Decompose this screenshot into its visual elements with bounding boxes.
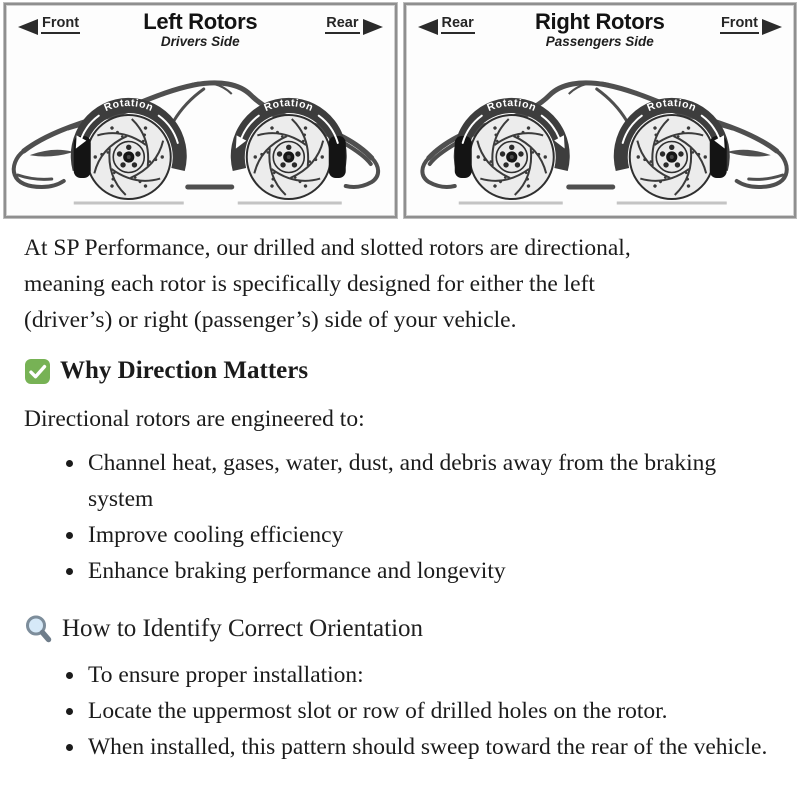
intro-line: (driver’s) or right (passenger’s) side of your vehicle. xyxy=(24,307,517,333)
rotor-direction-diagram xyxy=(0,0,800,218)
front-direction-indicator xyxy=(720,14,782,35)
rotation-label: Rotation xyxy=(484,96,538,115)
right-arrow-icon xyxy=(762,19,782,35)
right-car-illustration xyxy=(407,61,794,213)
rear-direction-indicator xyxy=(325,14,382,35)
direction-label: Rear xyxy=(325,15,359,34)
rear-direction-indicator xyxy=(418,14,475,35)
intro-line: meaning each rotor is specifically designed for either the left xyxy=(24,271,595,297)
right-arrow-icon xyxy=(363,19,383,35)
section-lead: Directional rotors are engineered to: xyxy=(24,406,365,432)
intro-paragraph xyxy=(24,230,784,338)
direction-label: Rear xyxy=(441,15,475,34)
magnifying-glass-icon xyxy=(24,614,53,644)
identify-orientation-heading xyxy=(24,613,784,645)
left-arrow-icon xyxy=(418,19,438,35)
list-item: • Locate the uppermost slot or row of drilled holes on the rotor. xyxy=(86,693,784,729)
intro-line: At SP Performance, our drilled and slotted rotors are directional, xyxy=(24,235,631,261)
list-item: • To ensure proper installation: xyxy=(86,657,784,693)
benefits-list xyxy=(24,445,784,589)
panel-header xyxy=(6,5,395,60)
panel-header xyxy=(406,5,795,60)
left-car-illustration xyxy=(7,61,394,213)
rotation-label: Rotation xyxy=(644,96,698,115)
left-arrow-icon xyxy=(18,19,38,35)
heading-text: How to Identify Correct Orientation xyxy=(62,615,424,642)
panel-subtitle: Passengers Side xyxy=(545,34,654,49)
check-mark-icon xyxy=(24,358,51,385)
list-item: • When installed, this pattern should sweep toward the rear of the vehicle. xyxy=(86,729,784,765)
rotation-label: Rotation xyxy=(102,96,156,115)
direction-label: Front xyxy=(41,15,80,34)
article-body xyxy=(0,218,800,765)
list-item: • Improve cooling efficiency xyxy=(86,517,784,553)
why-direction-matters-heading xyxy=(24,355,784,387)
left-rotors-panel xyxy=(4,3,397,218)
direction-label: Front xyxy=(720,15,759,34)
front-direction-indicator xyxy=(18,14,80,35)
list-item: • Channel heat, gases, water, dust, and debris away from the braking system xyxy=(86,445,784,517)
panel-title: Right Rotors xyxy=(534,9,665,34)
panel-title: Left Rotors xyxy=(143,9,258,34)
right-rotors-panel xyxy=(404,3,797,218)
installation-list xyxy=(24,657,784,765)
heading-text: Why Direction Matters xyxy=(60,357,309,384)
rotation-label: Rotation xyxy=(262,96,316,115)
panel-subtitle: Drivers Side xyxy=(160,34,240,49)
list-item: • Enhance braking performance and longevity xyxy=(86,553,784,589)
